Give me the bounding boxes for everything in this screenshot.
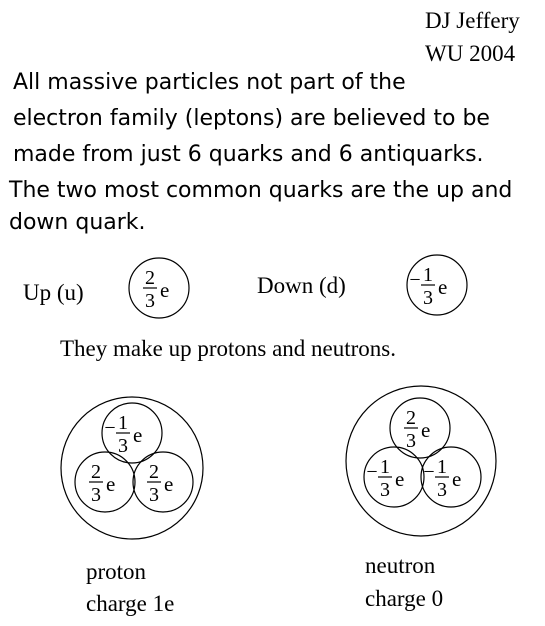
proton-down-quark-charge-sign: − bbox=[104, 417, 116, 439]
down-quark-charge-unit: e bbox=[438, 275, 448, 299]
up-quark-circle bbox=[129, 258, 189, 318]
neutron-up-quark-charge-unit: e bbox=[421, 418, 431, 442]
intro-line-3: made from just 6 quarks and 6 antiquarks. bbox=[13, 142, 484, 167]
author-affiliation: WU 2004 bbox=[425, 41, 516, 66]
proton-charge: charge 1e bbox=[86, 591, 175, 616]
intro-line-2: electron family (leptons) are believed to be bbox=[13, 106, 490, 131]
neutron-name: neutron bbox=[365, 553, 436, 578]
neutron-down-quark-right-charge-denominator: 3 bbox=[437, 479, 447, 501]
neutron-down-quark-left-charge-sign: − bbox=[366, 461, 378, 483]
proton-down-quark-charge-numerator: 1 bbox=[118, 412, 128, 434]
proton-up-quark-right-charge-numerator: 2 bbox=[149, 461, 159, 483]
up-quark-charge-unit: e bbox=[160, 278, 170, 302]
neutron-down-quark-left-charge-numerator: 1 bbox=[380, 456, 390, 478]
proton-up-quark-left-charge-denominator: 3 bbox=[91, 484, 101, 506]
intro-line-4: The two most common quarks are the up and bbox=[9, 178, 513, 203]
neutron-down-quark-right-charge-sign: − bbox=[423, 461, 435, 483]
down-quark-charge-numerator: 1 bbox=[423, 264, 433, 286]
proton-down-quark-charge-unit: e bbox=[133, 423, 143, 447]
proton-up-quark-left-charge-numerator: 2 bbox=[91, 461, 101, 483]
up-quark-charge-numerator: 2 bbox=[145, 267, 155, 289]
down-quark-label: Down (d) bbox=[257, 273, 346, 298]
proton-name: proton bbox=[86, 559, 147, 584]
neutron-up-quark-charge-numerator: 2 bbox=[406, 407, 416, 429]
proton-up-quark-right-charge-denominator: 3 bbox=[149, 484, 159, 506]
neutron-down-quark-right-charge-numerator: 1 bbox=[437, 456, 447, 478]
intro-line-5: down quark. bbox=[9, 210, 146, 235]
down-quark-charge-sign: − bbox=[409, 269, 421, 291]
proton-up-quark-right-charge-unit: e bbox=[164, 472, 174, 496]
neutron-down-quark-right-charge-unit: e bbox=[452, 467, 462, 491]
down-quark-charge-denominator: 3 bbox=[423, 287, 433, 309]
proton-up-quark-left bbox=[75, 452, 135, 512]
up-quark-charge-denominator: 3 bbox=[145, 290, 155, 312]
intro-line-1: All massive particles not part of the bbox=[13, 70, 406, 95]
proton-up-quark-right bbox=[133, 452, 193, 512]
neutron-down-quark-left-charge-denominator: 3 bbox=[380, 479, 390, 501]
proton-up-quark-left-charge-unit: e bbox=[106, 472, 116, 496]
proton-down-quark-charge-denominator: 3 bbox=[118, 435, 128, 457]
up-quark-label: Up (u) bbox=[23, 280, 84, 305]
author-name: DJ Jeffery bbox=[425, 8, 520, 33]
neutron-down-quark-left-charge-unit: e bbox=[395, 467, 405, 491]
neutron-charge: charge 0 bbox=[365, 586, 444, 611]
neutron-up-quark-charge-denominator: 3 bbox=[406, 430, 416, 452]
protons-neutrons-caption: They make up protons and neutrons. bbox=[60, 336, 396, 361]
